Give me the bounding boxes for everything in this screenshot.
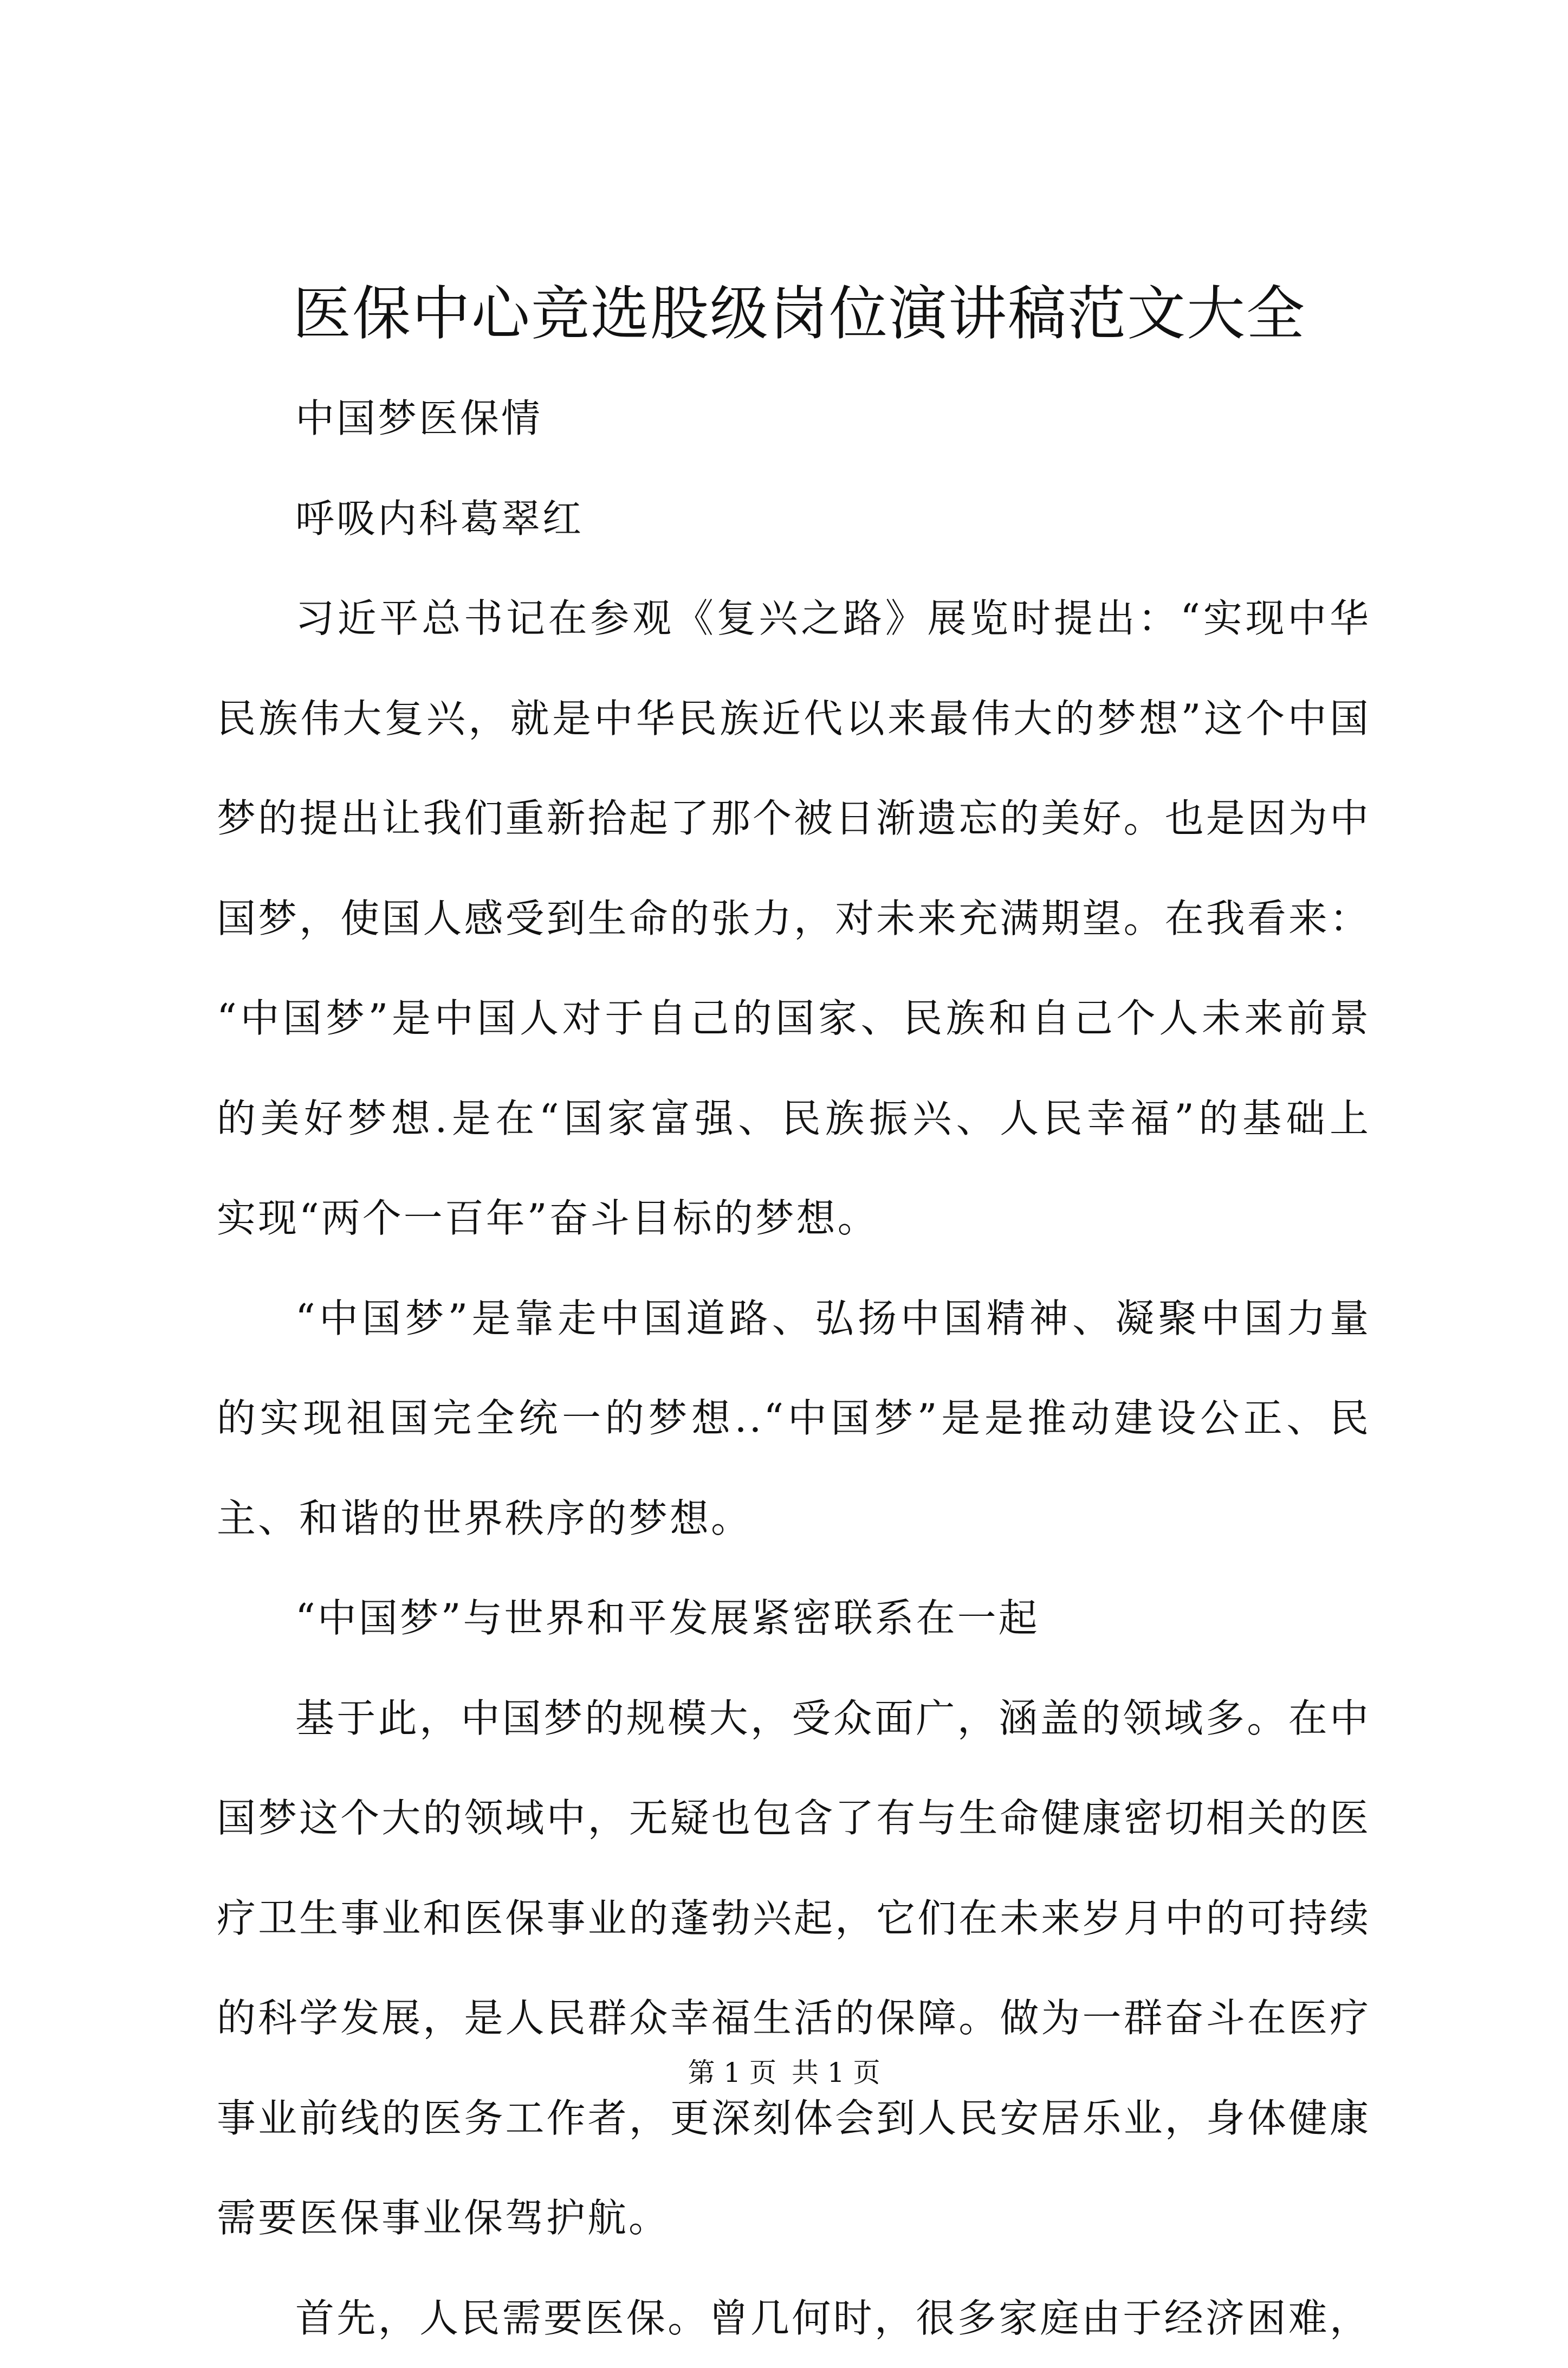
document-line: 实现“两个一百年”奋斗目标的梦想。 xyxy=(217,1168,1371,1269)
document-line: 主、和谐的世界秩序的梦想。 xyxy=(217,1468,1371,1569)
document-line: 习近平总书记在参观《复兴之路》展览时提出：“实现中华 xyxy=(217,568,1371,669)
document-line: 的美好梦想.是在“国家富强、民族振兴、人民幸福”的基础上 xyxy=(217,1069,1371,1169)
document-line: 呼吸内科葛翠红 xyxy=(217,469,1371,569)
page-number: 第 1 页 xyxy=(688,2057,776,2088)
document-line: 民族伟大复兴，就是中华民族近代以来最伟大的梦想”这个中国 xyxy=(217,669,1371,769)
document-line: 基于此，中国梦的规模大，受众面广，涵盖的领域多。在中 xyxy=(217,1668,1371,1769)
document-line: 国梦这个大的领域中，无疑也包含了有与生命健康密切相关的医 xyxy=(217,1768,1371,1868)
document-line: “中国梦”是靠走中国道路、弘扬中国精神、凝聚中国力量 xyxy=(217,1269,1371,1369)
document-line: 疗卫生事业和医保事业的蓬勃兴起，它们在未来岁月中的可持续 xyxy=(217,1868,1371,1969)
document-title: 医保中心竞选股级岗位演讲稿范文大全 xyxy=(293,274,1322,355)
document-line: 中国梦医保情 xyxy=(217,368,1371,469)
document-line: 的科学发展，是人民群众幸福生活的保障。做为一群奋斗在医疗 xyxy=(217,1968,1371,2068)
document-line: 需要医保事业保驾护航。 xyxy=(217,2168,1371,2268)
document-line: 梦的提出让我们重新拾起了那个被日渐遗忘的美好。也是因为中 xyxy=(217,768,1371,869)
document-line: “中国梦”与世界和平发展紧密联系在一起 xyxy=(217,1568,1371,1668)
document-line: 的实现祖国完全统一的梦想..“中国梦”是是推动建设公正、民 xyxy=(217,1368,1371,1468)
document-line: 国梦，使国人感受到生命的张力，对未来充满期望。在我看来： xyxy=(217,869,1371,969)
page-footer xyxy=(0,2054,1568,2092)
page-total: 共 1 页 xyxy=(792,2057,880,2088)
document-line: 首先，人民需要医保。曾几何时，很多家庭由于经济困难， xyxy=(217,2268,1371,2368)
document-line: “中国梦”是中国人对于自己的国家、民族和自己个人未来前景 xyxy=(217,968,1371,1069)
document-line: 事业前线的医务工作者，更深刻体会到人民安居乐业，身体健康 xyxy=(217,2068,1371,2169)
